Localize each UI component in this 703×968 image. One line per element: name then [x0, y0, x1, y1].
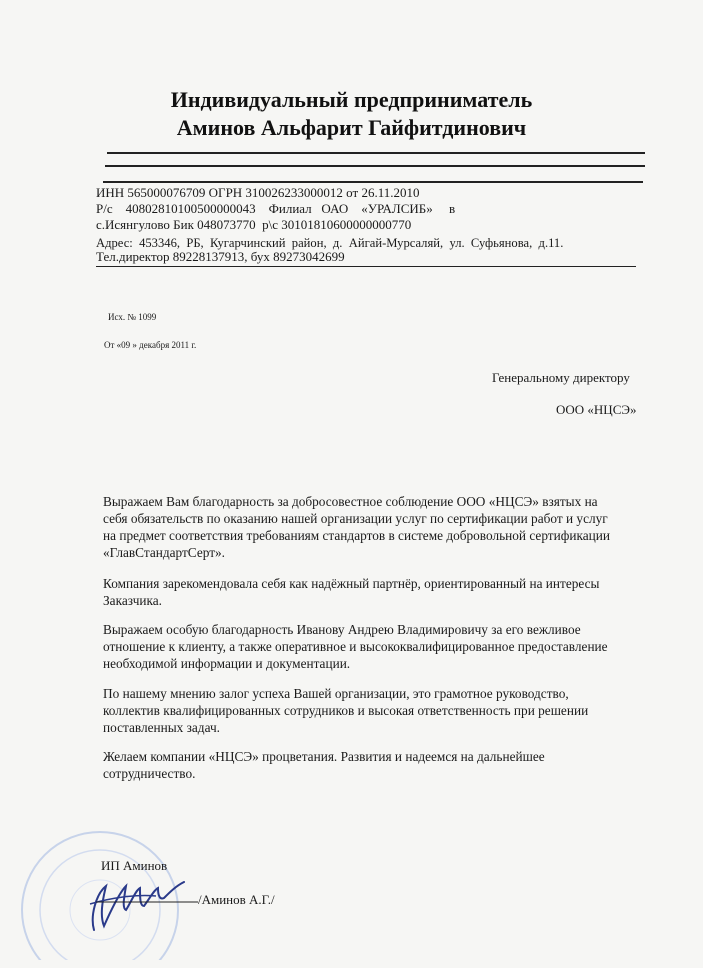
requisites-phone: Тел.директор 89228137913, бух 89273042699	[96, 249, 345, 264]
outgoing-number: Исх. № 1099	[108, 312, 157, 322]
text-line: отношение к клиенту, а также оперативное и высококвалифицированное предоставление	[103, 639, 608, 654]
signatory-name: /Аминов А.Г./	[198, 892, 275, 907]
header-rule-1	[107, 152, 645, 154]
requisites-bank: с.Исянгулово Бик 048073770 р\с 30101810600000000770	[96, 217, 412, 232]
header-rule-3	[103, 181, 643, 183]
text-line: Заказчика.	[103, 593, 162, 608]
requisites-account: Р/с 40802810100500000043 Филиал ОАО «УРАЛСИБ» в	[96, 201, 456, 216]
signatory-role: ИП Аминов	[101, 858, 168, 873]
header-rule-2	[105, 165, 645, 167]
paragraph-gratitude	[103, 493, 643, 561]
addressee-position: Генеральному директору	[492, 370, 630, 385]
text-line: сотрудничество.	[103, 766, 196, 781]
text-line: поставленных задач.	[103, 720, 220, 735]
text-line: себя обязательств по оказанию нашей организации услуг по сертификации работ и услуг	[103, 511, 608, 526]
paragraph-success-key	[103, 685, 643, 736]
text-line: Компания зарекомендовала себя как надёжный партнёр, ориентированный на интересы	[103, 576, 600, 591]
text-line: Желаем компании «НЦСЭ» процветания. Развития и надеемся на дальнейшее	[103, 749, 545, 764]
letterhead-title: Индивидуальный предприниматель	[170, 87, 533, 112]
handwritten-signature	[60, 868, 210, 938]
paragraph-special-thanks	[103, 621, 643, 672]
requisites-rule	[96, 266, 636, 267]
letterhead-name: Аминов Альфарит Гайфитдинович	[176, 115, 527, 140]
text-line: Выражаем Вам благодарность за добросовестное соблюдение ООО «НЦСЭ» взятых на	[103, 494, 598, 509]
text-line: По нашему мнению залог успеха Вашей организации, это грамотное руководство,	[103, 686, 569, 701]
paragraph-wishes	[103, 748, 643, 782]
text-line: Выражаем особую благодарность Иванову Андрею Владимировичу за его вежливое	[103, 622, 581, 637]
text-line: необходимой информации и документации.	[103, 656, 351, 671]
requisites-address: Адрес: 453346, РБ, Кугарчинский район, д. Айгай-Мурсаляй, ул. Суфьянова, д.11.	[96, 236, 564, 250]
paragraph-reliable-partner	[103, 575, 643, 609]
text-line: на предмет соответствия требованиям стандартов в системе добровольной сертификации	[103, 528, 610, 543]
text-line: коллектив квалифицированных сотрудников и высокая ответственность при решении	[103, 703, 589, 718]
requisites-inn: ИНН 565000076709 ОГРН 310026233000012 от 26.11.2010	[96, 185, 420, 200]
addressee-company: ООО «НЦСЭ»	[556, 402, 637, 417]
text-line: «ГлавСтандартСерт».	[103, 545, 225, 560]
letter-date: От «09 » декабря 2011 г.	[104, 340, 197, 350]
